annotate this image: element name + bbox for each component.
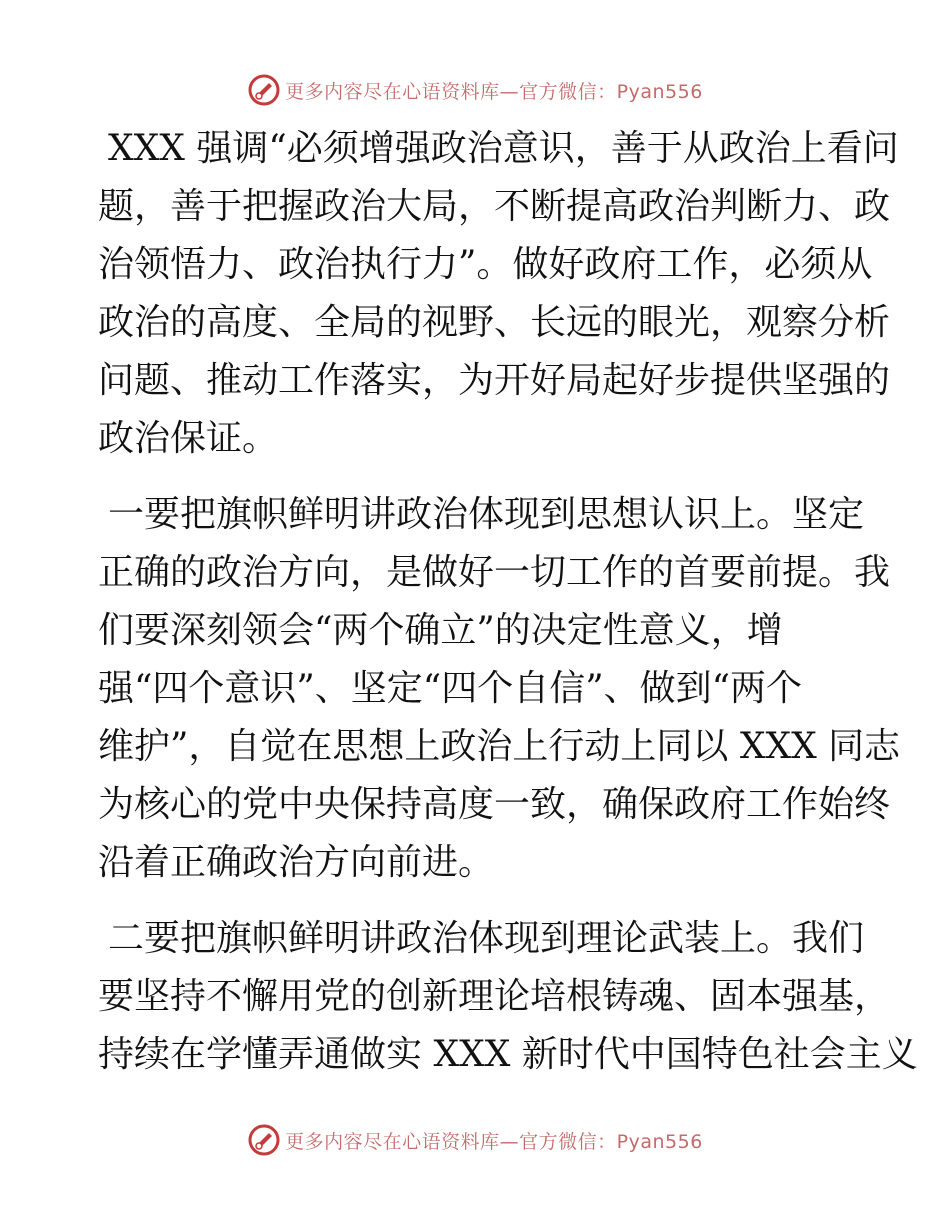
banner-label: 更多内容尽在心语资料库—官方微信： bbox=[285, 1130, 617, 1153]
text-line: 治领悟力、政治执行力”。做好政府工作，必须从 bbox=[98, 244, 873, 285]
banner-text bbox=[285, 77, 703, 104]
paragraph-3 bbox=[98, 910, 918, 1084]
text-line: 二要把旗帜鲜明讲政治体现到理论武装上。我们 bbox=[108, 918, 865, 959]
footer-banner bbox=[0, 1118, 950, 1162]
text-line: XXX 强调“必须增强政治意识，善于从政治上看问 bbox=[108, 128, 899, 169]
paragraph-1 bbox=[98, 120, 899, 468]
text-line: 沿着正确政治方向前进。 bbox=[98, 842, 495, 883]
text-line: 为核心的党中央保持高度一致，确保政府工作始终 bbox=[98, 784, 891, 825]
banner-label: 更多内容尽在心语资料库—官方微信： bbox=[285, 80, 617, 103]
brand-logo-icon bbox=[247, 1123, 281, 1157]
text-line: 问题、推动工作落实，为开好局起好步提供坚强的 bbox=[98, 360, 891, 401]
header-banner bbox=[0, 68, 950, 112]
text-line: 一要把旗帜鲜明讲政治体现到思想认识上。坚定 bbox=[108, 494, 865, 535]
banner-text bbox=[285, 1127, 703, 1154]
text-line: 政治的高度、全局的视野、长远的眼光，观察分析 bbox=[98, 302, 891, 343]
text-line: 正确的政治方向，是做好一切工作的首要前提。我 bbox=[98, 552, 891, 593]
text-line: 强“四个意识”、坚定“四个自信”、做到“两个 bbox=[98, 668, 803, 709]
banner-wechat-id: Pyan556 bbox=[616, 80, 703, 103]
brand-logo-icon bbox=[247, 73, 281, 107]
document-body bbox=[98, 120, 918, 1102]
paragraph-2 bbox=[98, 486, 901, 892]
text-line: 要坚持不懈用党的创新理论培根铸魂、固本强基， bbox=[98, 976, 891, 1017]
text-line: 题，善于把握政治大局，不断提高政治判断力、政 bbox=[98, 186, 891, 227]
text-line: 们要深刻领会“两个确立”的决定性意义，增 bbox=[98, 610, 783, 651]
text-line: 持续在学懂弄通做实 XXX 新时代中国特色社会主义 bbox=[98, 1034, 918, 1075]
text-line: 维护”，自觉在思想上政治上行动上同以 XXX 同志 bbox=[98, 726, 901, 767]
banner-wechat-id: Pyan556 bbox=[616, 1130, 703, 1153]
text-line: 政治保证。 bbox=[98, 418, 279, 459]
